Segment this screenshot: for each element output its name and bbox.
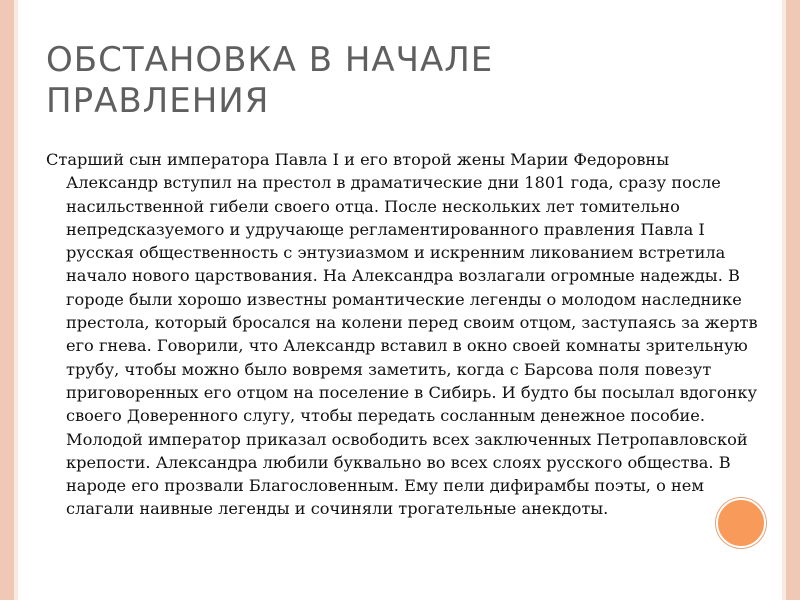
slide-title: ОБСТАНОВКА В НАЧАЛЕ ПРАВЛЕНИЯ — [46, 40, 494, 121]
slide-body-text: Старший сын императора Павла I и его второй жены Марии Федоровны Александр вступил на престол в драматические дни 1801 года, сразу после насильственной гибели своего отца. После нескольких лет томительно непредсказуемого и удручающе регламентированного правления Павла I русская общественность с энтузиазмом и искренним ликованием встретила начало нового царствования. На Александра возлагали огромные надежды. В городе были хорошо известны романтические легенды о молодом наследнике престола, который бросался на колени перед своим отцом, заступаясь за жертв его гнева. Говорили, что Александр вставил в окно своей комнаты зрительную трубу, чтобы можно было вовремя заметить, когда с Барсова поля повезут приговоренных его отцом на поселение в Сибирь. И будто бы посылал вдогонку своего Доверенного слугу, чтобы передать сосланным денежное пособие. Молодой император приказал освободить всех заключенных Петропавловской крепости. Александра любили буквально во всех слоях русского общества. В народе его прозвали Благословенным. Ему пели дифирамбы поэты, о нем слагали наивные легенды и сочиняли трогательные анекдоты. — [46, 150, 758, 519]
accent-circle — [716, 498, 766, 548]
left-decorative-bar-inner — [14, 0, 18, 600]
left-decorative-bar — [0, 0, 14, 600]
right-decorative-bar-inner — [782, 0, 786, 600]
right-decorative-bar — [786, 0, 800, 600]
